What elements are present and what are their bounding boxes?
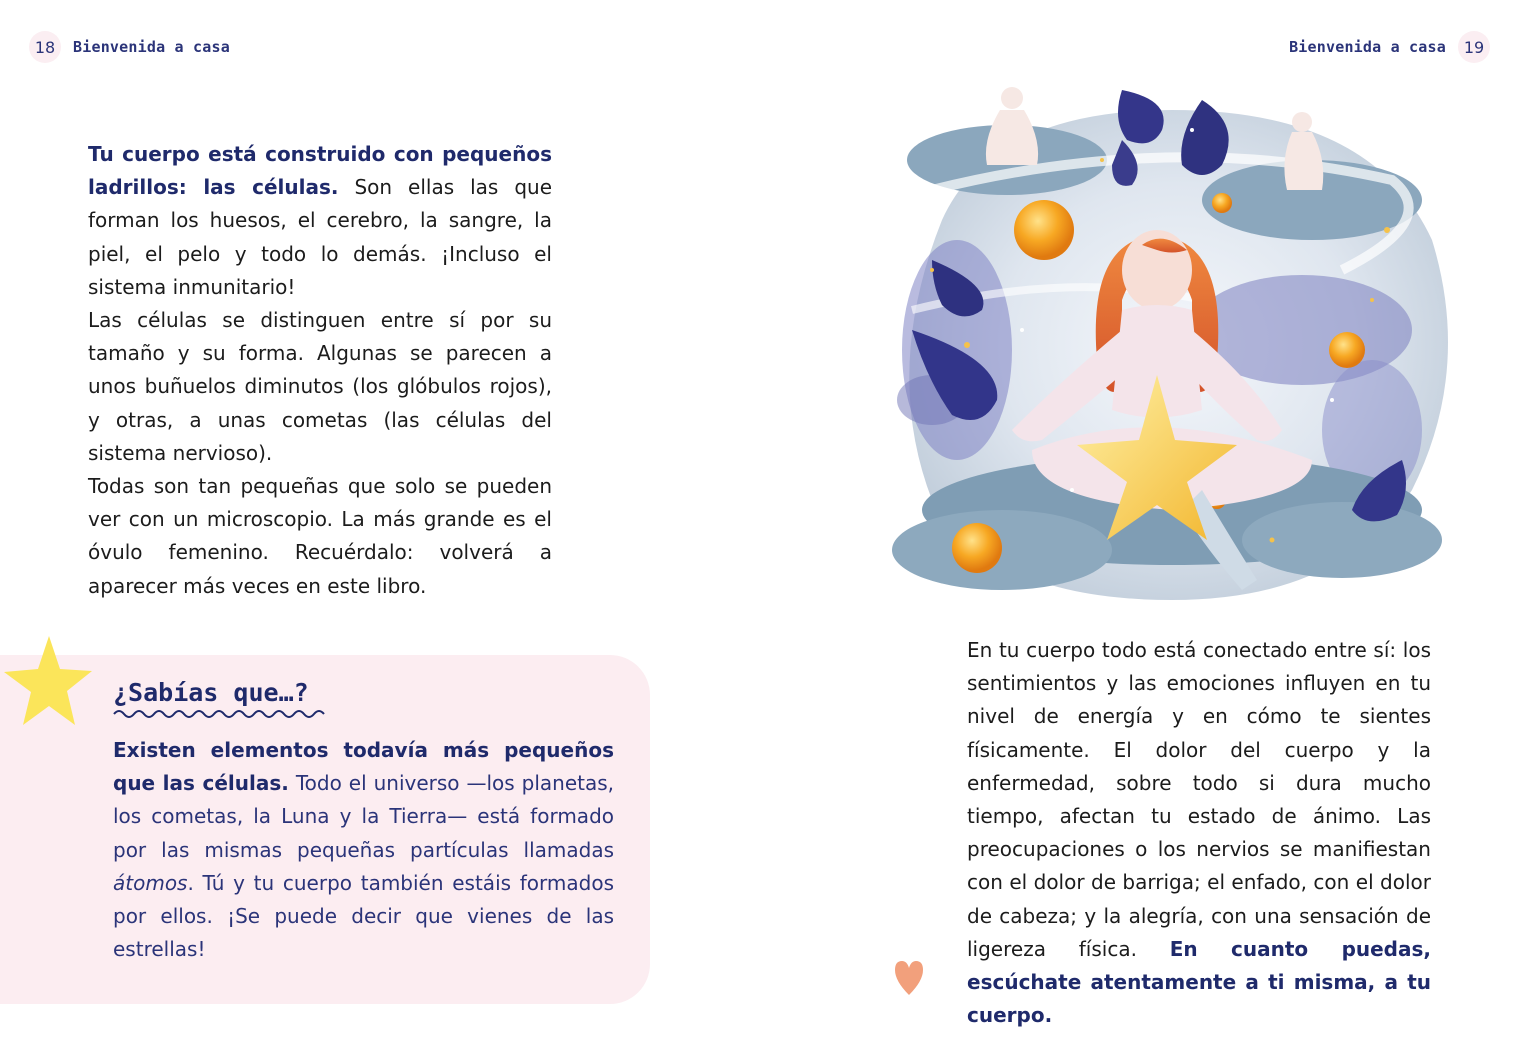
heart-icon bbox=[893, 959, 925, 997]
did-you-know-bold: Existen elementos todavía más pequeños que las células. bbox=[113, 738, 614, 796]
paragraph-cells bbox=[88, 138, 552, 304]
did-you-know-text bbox=[113, 734, 614, 966]
page-number-19: 19 bbox=[1458, 31, 1490, 63]
paragraph-microscope: Todas son tan pequeñas que solo se pueden ver con un microscopio. La más grande es el óvulo femenino. Recuérdalo: volverá a aparecer más veces en este libro. bbox=[88, 474, 552, 598]
wavy-underline-icon bbox=[112, 708, 330, 720]
paragraph-connected bbox=[967, 634, 1431, 1032]
page-number-18: 18 bbox=[29, 31, 61, 63]
did-you-know-text-1: Todo el universo —los planetas, los cometas, la Luna y la Tierra— está formado por las mismas pequeñas partículas llamadas bbox=[113, 771, 615, 862]
right-page-header bbox=[1289, 33, 1490, 61]
running-title-right: Bienvenida a casa bbox=[1289, 38, 1446, 56]
running-title-left: Bienvenida a casa bbox=[73, 38, 230, 56]
paragraph-shapes: Las células se distinguen entre sí por su tamaño y su forma. Algunas se parecen a unos buñuelos diminutos (los glóbulos rojos), y otras, a unas cometas (las células del sistema nervioso). bbox=[88, 308, 552, 465]
did-you-know-italic: átomos bbox=[113, 870, 188, 895]
left-body-text bbox=[88, 138, 552, 603]
paragraph-connected-regular: En tu cuerpo todo está conectado entre sí: los sentimientos y las emociones influyen en tu nivel de energía y en cómo te sientes físicamente. El dolor del cuerpo y la enfermedad, sobre todo si dura mucho tiempo, afectan tu estado de ánimo. Las preocupaciones o los nervios se manifiestan con el dolor de barriga; el enfado, con el dolor de cabeza; y la alegría, con una sensación de ligereza física. bbox=[967, 638, 1431, 961]
star-icon bbox=[0, 636, 106, 728]
did-you-know-title: ¿Sabías que…? bbox=[113, 678, 309, 707]
did-you-know-text-2: . Tú y tu cuerpo también estáis formados por ellos. ¡Se puede decir que vienes de las estrellas! bbox=[113, 870, 614, 962]
right-body-text bbox=[967, 634, 1431, 1032]
paragraph-connected-bold: En cuanto puedas, escúchate atentamente a ti misma, a tu cuerpo. bbox=[967, 936, 1431, 1028]
did-you-know-paragraph bbox=[113, 734, 614, 966]
left-page-header bbox=[29, 33, 230, 61]
woman-meditating-illustration bbox=[872, 70, 1462, 610]
paragraph-cells-bold: Tu cuerpo está construido con pequeños ladrillos: las células. bbox=[88, 142, 552, 200]
paragraph-cells-rest: Son ellas las que forman los huesos, el cerebro, la sangre, la piel, el pelo y todo lo demás. ¡Incluso el sistema inmunitario! bbox=[88, 175, 552, 299]
